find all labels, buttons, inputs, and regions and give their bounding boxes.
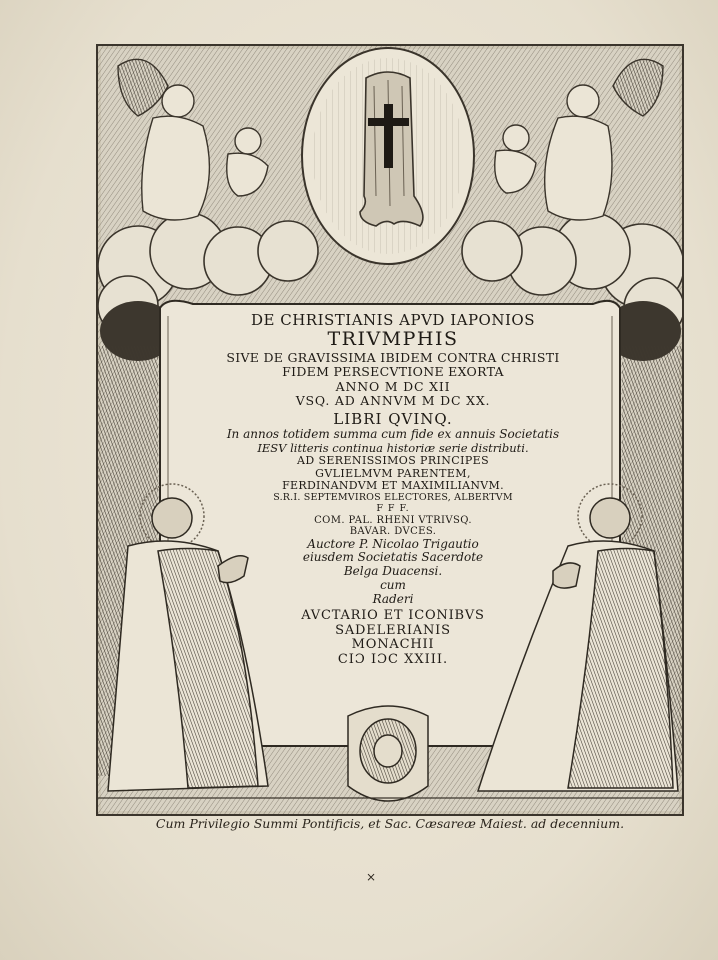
title-line: BAVAR. DVCES. bbox=[349, 526, 437, 538]
title-line: Auctore P. Nicolao Trigautio bbox=[307, 536, 479, 551]
title-line: cum bbox=[380, 578, 406, 593]
title-line: MONACHII bbox=[351, 637, 435, 653]
title-line: GVLIELMVM PARENTEM, bbox=[315, 466, 471, 480]
title-line: DE CHRISTIANIS APVD IAPONIOS bbox=[251, 311, 535, 329]
title-line: AD SERENISSIMOS PRINCIPES bbox=[296, 453, 490, 467]
title-line: ANNO M DC XII bbox=[335, 378, 451, 394]
title-line: eiusdem Societatis Sacerdote bbox=[302, 550, 484, 565]
title-line: IESV litteris continua historiæ serie distributi. bbox=[257, 440, 529, 455]
title-line: SIVE DE GRAVISSIMA IBIDEM CONTRA CHRISTI bbox=[226, 350, 560, 366]
title-line: Raderi bbox=[372, 591, 414, 606]
title-line: F F F. bbox=[376, 502, 410, 514]
engraved-frontispiece bbox=[96, 44, 684, 816]
title-line: LIBRI QVINQ. bbox=[333, 409, 453, 428]
privilege-line: Cum Privilegio Summi Pontificis, et Sac. Cæsareæ Maiest. ad decennium. bbox=[155, 816, 625, 831]
title-line-main: TRIVMPHIS bbox=[327, 328, 459, 351]
bottom-mark: × bbox=[366, 870, 377, 884]
title-line: FERDINANDVM ET MAXIMILIANVM. bbox=[282, 479, 504, 493]
title-line: S.R.I. SEPTEMVIROS ELECTORES, ALBERTVM bbox=[273, 491, 513, 503]
title-line: In annos totidem summa cum fide ex annuis Societatis bbox=[226, 426, 560, 441]
title-text-block bbox=[188, 304, 598, 760]
title-line-date: CIƆ IƆC XXIII. bbox=[337, 652, 449, 668]
title-line: AVCTARIO ET ICONIBVS bbox=[301, 607, 485, 623]
title-line: COM. PAL. RHENI VTRIVSQ. bbox=[314, 514, 472, 526]
title-line: FIDEM PERSECVTIONE EXORTA bbox=[282, 364, 504, 380]
title-line: SADELERIANIS bbox=[335, 622, 451, 638]
title-line: Belga Duacensi. bbox=[343, 564, 443, 579]
title-line: VSQ. AD ANNVM M DC XX. bbox=[295, 393, 491, 409]
